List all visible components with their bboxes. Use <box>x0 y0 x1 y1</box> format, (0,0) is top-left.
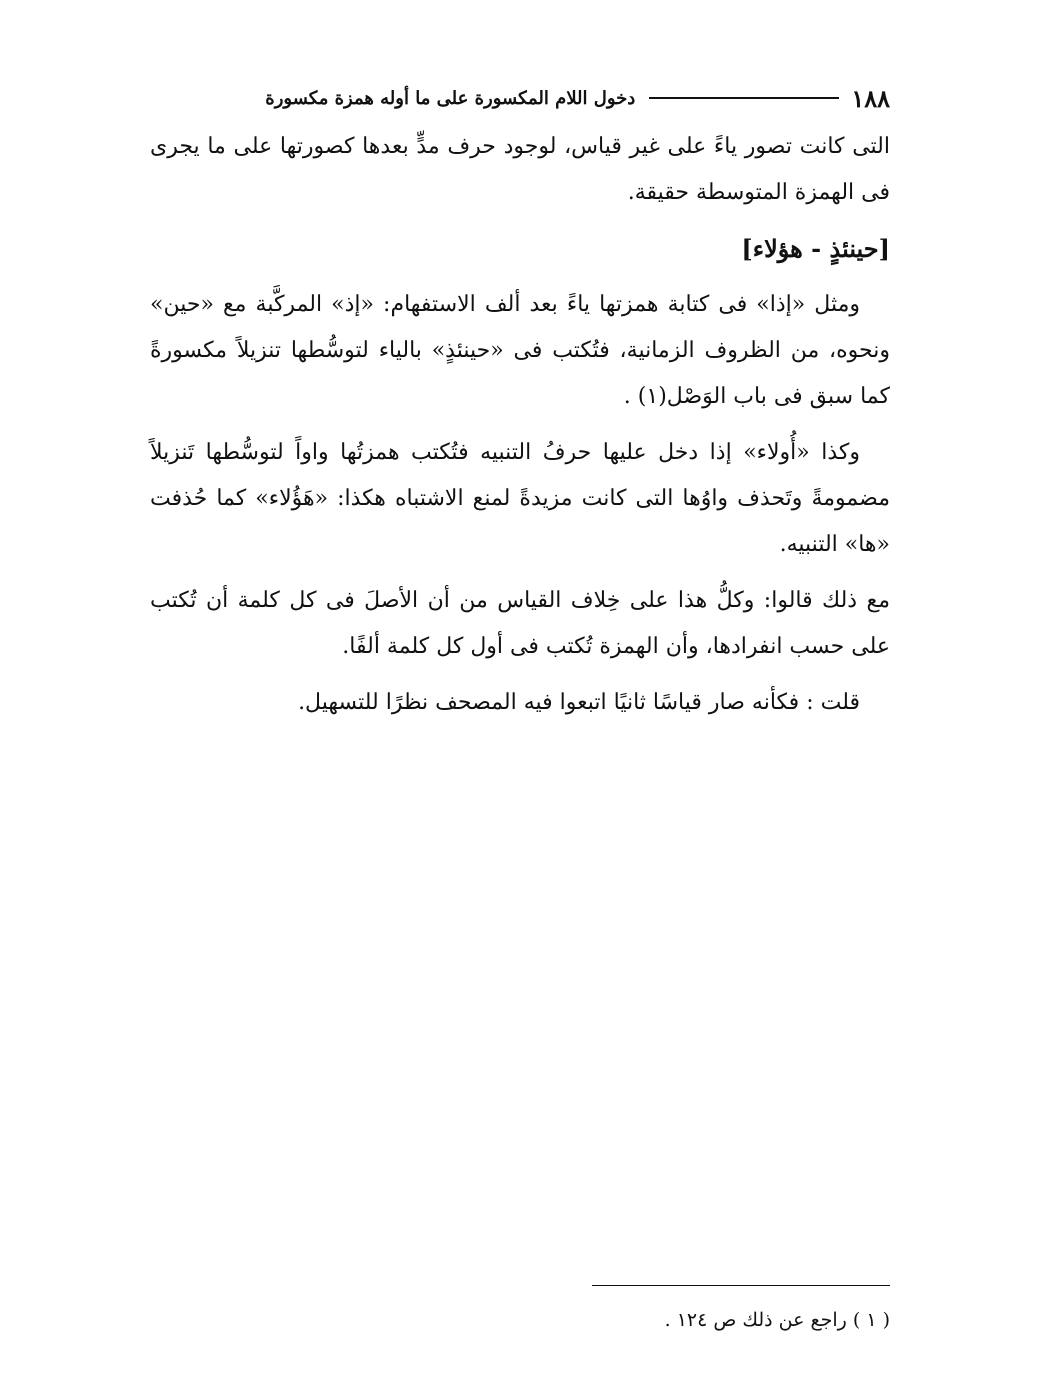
paragraph-1: التى كانت تصور ياءً على غير قياس، لوجود حرف مدٍّ بعدها كصورتها على ما يجرى فى الهمزة المتوسطة حقيقة. <box>150 134 890 205</box>
page-number: ١٨٨ <box>851 83 890 113</box>
running-title: دخول اللام المكسورة على ما أوله همزة مكسورة <box>265 87 636 109</box>
paragraph-3: وكذا «أُولاء» إذا دخل عليها حرفُ التنبيه فتُكتب همزتُها واواً لتوسُّطها تَنزيلاً مضمومةً وتَحذف واوُها التى كانت مزيدةً لمنع الاشتباه هكذا: «هَؤُلاء» كما حُذفت «ها» التنبيه. <box>150 440 890 557</box>
page-header <box>150 80 890 116</box>
section-heading: [حينئذٍ - هؤلاء] <box>741 234 890 263</box>
footnote: ( ١ ) راجع عن ذلك ص ١٢٤ . <box>664 1309 890 1331</box>
paragraph-4: مع ذلك قالوا: وكلُّ هذا على خِلاف القياس من أن الأصلَ فى كل كلمة أن تُكتب على حسب انفرادها، وأن الهمزة تُكتب فى أول كل كلمة ألفًا. <box>150 588 890 659</box>
footnote-rule <box>592 1285 890 1286</box>
paragraph-2: ومثل «إذا» فى كتابة همزتها ياءً بعد ألف الاستفهام: «إذ» المركَّبة مع «حين» ونحوه، من الظروف الزمانية، فتُكتب فى «حينئذٍ» بالياء لتوسُّطها تنزيلاً مكسورةً كما سبق فى باب الوَصْل(١) . <box>150 292 890 409</box>
body-text <box>150 124 890 736</box>
paragraph-5: قلت : فكأنه صار قياسًا ثانيًا اتبعوا فيه المصحف نظرًا للتسهيل. <box>298 690 860 715</box>
header-rule <box>649 97 839 99</box>
